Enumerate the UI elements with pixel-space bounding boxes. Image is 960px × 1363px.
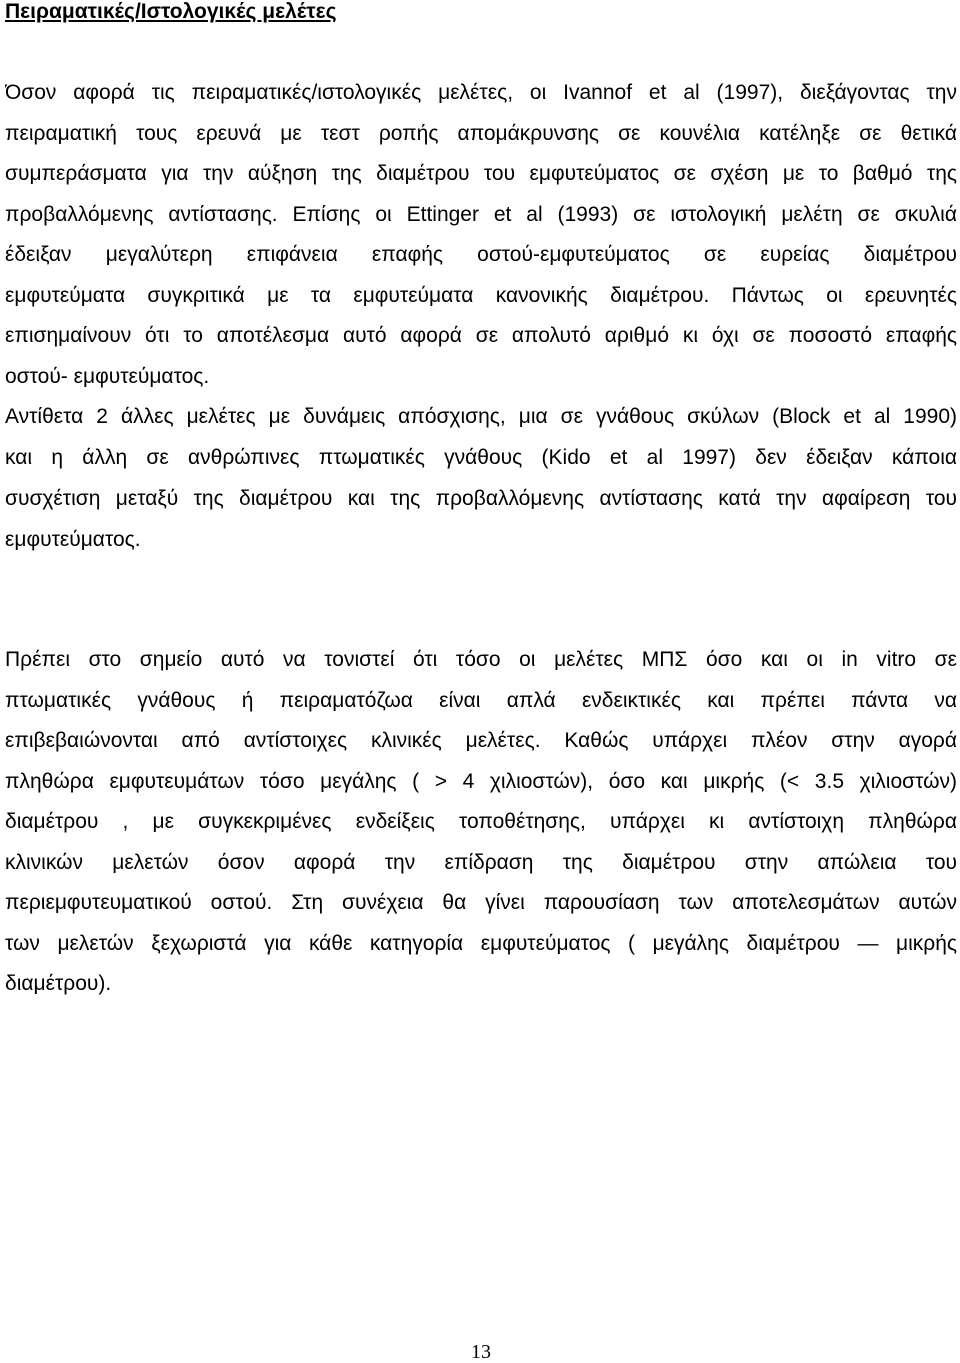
text-line: πληθώρα εμφυτευμάτων τόσο μεγάλης ( > 4 χιλιοστών), όσο και μικρής (< 3.5 χιλιοστών) bbox=[5, 769, 957, 793]
text-line: οστού- εμφυτεύματος. bbox=[5, 364, 210, 388]
text-line: πτωματικές γνάθους ή πειραματόζωα είναι απλά ενδεικτικές και πρέπει πάντα να bbox=[5, 688, 957, 712]
page-number: 13 bbox=[471, 1341, 491, 1363]
paragraph-experimental-studies bbox=[5, 73, 957, 397]
section-heading: Πειραματικές/Ιστολογικές μελέτες bbox=[5, 0, 337, 23]
text-line: προβαλλόμενης αντίστασης. Επίσης οι Ettinger et al (1993) σε ιστολογική μελέτη σε σκυλιά bbox=[5, 202, 957, 226]
text-line: έδειξαν μεγαλύτερη επιφάνεια επαφής οστού-εμφυτεύματος σε ευρείας διαμέτρου bbox=[5, 243, 957, 266]
text-line: συμπεράσματα για την αύξηση της διαμέτρου του εμφυτεύματος σε σχέση με το βαθμό της bbox=[5, 162, 957, 185]
text-line: διαμέτρου). bbox=[5, 972, 112, 995]
text-line: και η άλλη σε ανθρώπινες πτωματικές γνάθους (Kido et al 1997) δεν έδειξαν κάποια bbox=[5, 445, 957, 469]
text-line: Αντίθετα 2 άλλες μελέτες με δυνάμεις απόσχισης, μια σε γνάθους σκύλων (Block et al 1990) bbox=[5, 404, 957, 428]
text-line: επισημαίνουν ότι το αποτέλεσμα αυτό αφορά σε απολυτό αριθμό κι όχι σε ποσοστό επαφής bbox=[5, 324, 957, 347]
paragraph-contrary-studies bbox=[5, 396, 957, 560]
text-line: πειραματική τους ερευνά με τεστ ροπής απομάκρυνσης σε κουνέλια κατέληξε σε θετικά bbox=[5, 121, 957, 145]
text-line: των μελετών ξεχωριστά για κάθε κατηγορία εμφυτεύματος ( μεγάλης διαμέτρου — μικρής bbox=[5, 931, 957, 955]
text-line: επιβεβαιώνονται από αντίστοιχες κλινικές μελέτες. Καθώς υπάρχει πλέον στην αγορά bbox=[5, 729, 957, 752]
text-line: Όσον αφορά τις πειραματικές/ιστολογικές μελέτες, οι Ivannof et al (1997), διεξάγοντας την bbox=[5, 81, 957, 104]
text-line: εμφυτεύματα συγκριτικά με τα εμφυτεύματα κανονικής διαμέτρου. Πάντως οι ερευνητές bbox=[5, 283, 957, 307]
text-line: συσχέτιση μεταξύ της διαμέτρου και της προβαλλόμενης αντίστασης κατά την αφαίρεση του bbox=[5, 486, 957, 510]
text-line: εμφυτεύματος. bbox=[5, 527, 141, 551]
text-line: διαμέτρου , με συγκεκριμένες ενδείξεις τοποθέτησης, υπάρχει κι αντίστοιχη πληθώρα bbox=[5, 810, 957, 833]
text-line: κλινικών μελετών όσον αφορά την επίδραση της διαμέτρου στην απώλεια του bbox=[5, 850, 957, 874]
text-line: περιεμφυτευματικού οστού. Στη συνέχεια θα γίνει παρουσίαση των αποτελεσμάτων αυτών bbox=[5, 891, 957, 914]
text-line: Πρέπει στο σημείο αυτό να τονιστεί ότι τόσο οι μελέτες ΜΠΣ όσο και οι in vitro σε bbox=[5, 648, 957, 671]
paragraph-clinical-studies bbox=[5, 640, 957, 1005]
